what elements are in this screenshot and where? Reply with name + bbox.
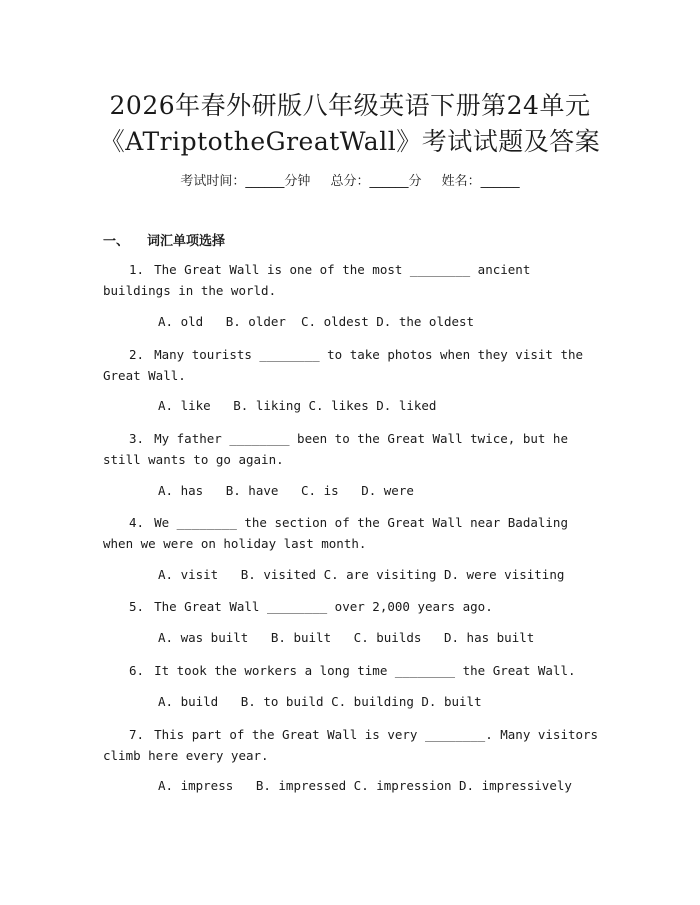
- question-number: 3.: [129, 431, 145, 446]
- question-3-options: A. has B. have C. is D. were: [158, 483, 414, 498]
- exam-meta-line: [0, 170, 700, 189]
- question-number: 4.: [129, 515, 145, 530]
- section-number: 一、: [103, 234, 130, 249]
- question-7: [103, 724, 603, 766]
- question-text: Many tourists ________ to take photos when they visit the Great Wall.: [103, 347, 584, 383]
- section-heading: [103, 230, 225, 249]
- question-number: 2.: [129, 347, 145, 362]
- question-text: It took the workers a long time ________ the Great Wall.: [154, 663, 576, 678]
- question-text: The Great Wall is one of the most ________ ancient buildings in the world.: [103, 262, 531, 298]
- question-number: 7.: [129, 727, 145, 742]
- question-5: [103, 596, 603, 617]
- document-title-line1: 2026年春外研版八年级英语下册第24单元: [109, 91, 591, 120]
- document-title-line2: 《ATriptotheGreatWall》考试试题及答案: [99, 127, 601, 156]
- question-4-options: A. visit B. visited C. are visiting D. were visiting: [158, 567, 565, 582]
- question-text: My father ________ been to the Great Wall twice, but he still wants to go again.: [103, 431, 568, 467]
- question-5-options: A. was built B. built C. builds D. has built: [158, 630, 535, 645]
- question-text: This part of the Great Wall is very ________. Many visitors climb here every year.: [103, 727, 599, 763]
- exam-time-field: 考试时间：______分钟: [180, 174, 311, 189]
- question-number: 5.: [129, 599, 145, 614]
- question-text: The Great Wall ________ over 2,000 years ago.: [154, 599, 493, 614]
- total-score-field: 总分：______分: [330, 174, 422, 189]
- question-4: [103, 512, 603, 554]
- question-2: [103, 344, 603, 386]
- student-name-field: 姓名：______: [441, 174, 520, 189]
- question-number: 1.: [129, 262, 145, 277]
- question-6: [103, 660, 603, 681]
- question-6-options: A. build B. to build C. building D. built: [158, 694, 482, 709]
- question-number: 6.: [129, 663, 145, 678]
- question-1: [103, 259, 603, 301]
- question-1-options: A. old B. older C. oldest D. the oldest: [158, 314, 475, 329]
- question-text: We ________ the section of the Great Wall near Badaling when we were on holiday last month.: [103, 515, 568, 551]
- question-3: [103, 428, 603, 470]
- question-7-options: A. impress B. impressed C. impression D. impressively: [158, 778, 572, 793]
- section-title: 词汇单项选择: [147, 234, 226, 249]
- question-2-options: A. like B. liking C. likes D. liked: [158, 398, 437, 413]
